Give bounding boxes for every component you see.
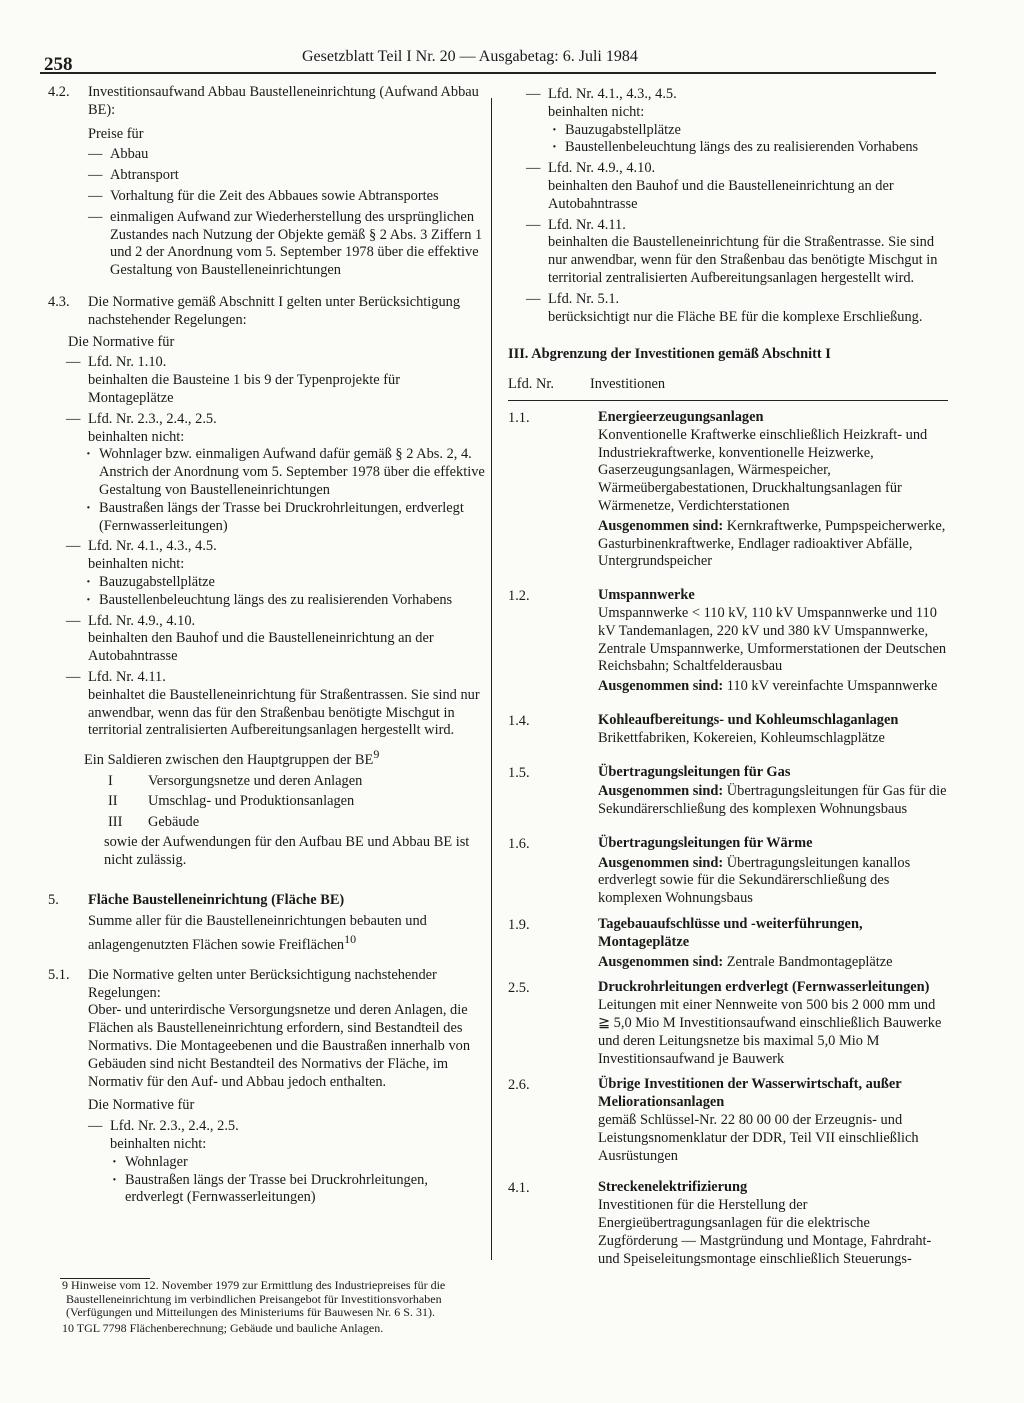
list-group <box>66 669 488 740</box>
row-title: Kohleaufbereitungs- und Kohleumschlaganlagen <box>598 711 899 728</box>
list-item: — Abtransport <box>88 167 488 185</box>
section-text <box>88 913 488 954</box>
lead-text: Die Normative für <box>88 1097 195 1114</box>
group-item <box>108 773 488 791</box>
section-title: Investitionsaufwand Abbau Baustelleneinrichtung (Aufwand Abbau BE): <box>88 84 479 118</box>
table-row <box>508 979 948 1068</box>
row-text: Konventionelle Kraftwerke einschließlich Heizkraft- und Industriekraftwerke, konventionelle Heizwerke, Gaserzeugungsanlagen, Wärmespeicher, Wärmeübergabestationen, Druckhaltungsanlagen für Wärmenetze, Verdichterstationen <box>598 426 928 514</box>
group-text: beinhalten den Bauhof und die Baustelleneinrichtung an der Autobahntrasse <box>88 630 434 665</box>
row-text: Investitionen für die Herstellung der Energieübertragungsanlagen für die elektrische Zugförderung — Mastgründung und Montage, Fahrdraht- und Speiseleitungsmontage einschließlich Steuerungs- <box>598 1197 932 1267</box>
excl-text: Zentrale Bandmontageplätze <box>726 953 893 970</box>
footnotes <box>62 1278 506 1335</box>
group-text: beinhalten die Baustelleneinrichtung für die Straßentrasse. Sie sind nur anwendbar, wenn für den Straßenbau das benötigte Mischgut in territorial zentralisierten Aufbereitungsanlagen hergestellt wird. <box>548 234 938 286</box>
page-title: Gesetzblatt Teil I Nr. 20 — Ausgabetag: 6. Juli 1984 <box>302 48 638 65</box>
section-4-2 <box>48 84 488 280</box>
footnote-10: 10 TGL 7798 Flächenberechnung; Gebäude und bauliche Anlagen. <box>62 1320 384 1335</box>
group-label: Versorgungsnetze und deren Anlagen <box>148 772 363 789</box>
row-exclusion <box>598 783 948 819</box>
footnote-9: 9 Hinweise vom 12. November 1979 zur Ermittlung des Industriepreises für die Baustelleneinrichtung im verbindlichen Preisangebot für Investitionsvorhaben (Verfügungen und Mitteilungen des Ministeriums für Bauwesen Nr. 6 S. 31). <box>62 1278 446 1320</box>
row-number: 4.1. <box>508 1180 530 1197</box>
excl-label: Ausgenommen sind: <box>598 678 724 695</box>
section-paragraph: Ober- und unterirdische Versorgungsnetze und deren Anlagen, die Flächen als Baustelleneinrichtung erfordern, sind Bestandteil des Normativs. Die Montageebenen und die Baustraßen innerhalb von Gebäuden sind nicht Bestandteil des Normativs der Fläche, im Normativ für den Auf- und Abbau jedoch enthalten. <box>88 1002 471 1090</box>
row-title: Umspannwerke <box>598 587 695 604</box>
group-head: — Lfd. Nr. 4.9., 4.10. <box>88 612 196 629</box>
section-number: 4.3. <box>48 293 70 310</box>
col-header-investitionen: Investitionen <box>589 376 666 393</box>
roman-numeral: III <box>108 814 123 831</box>
group-text: beinhalten den Bauhof und die Baustelleneinrichtung an der Autobahntrasse <box>548 177 894 212</box>
bullet-item: · Bauzugabstellplätze <box>550 122 948 140</box>
row-number: 1.2. <box>508 588 530 605</box>
list-item: — Vorhaltung für die Zeit des Abbaues sowie Abtransportes <box>88 188 488 206</box>
table-row <box>508 712 948 748</box>
section-number: 5.1. <box>48 966 70 983</box>
list-item: — einmaligen Aufwand zur Wiederherstellung des ursprünglichen Zustandes nach Nutzung der Objekte gemäß § 2 Abs. 3 Ziffern 1 und 2 der Anordnung vom 5. September 1978 über die effektive Gestaltung von Baustelleneinrichtungen <box>88 209 488 280</box>
table-row <box>508 409 948 571</box>
section-number: 4.2. <box>48 84 70 100</box>
row-title: Druckrohrleitungen erdverlegt (Fernwasserleitungen) <box>598 979 930 996</box>
section-5 <box>48 892 488 955</box>
column-divider <box>491 98 492 1260</box>
list-group <box>66 411 488 447</box>
page-number: 258 <box>44 54 73 75</box>
table-row <box>508 1076 948 1165</box>
roman-numeral: II <box>108 793 118 810</box>
row-title: Übertragungsleitungen für Wärme <box>598 834 813 851</box>
row-number: 1.9. <box>508 917 530 934</box>
row-text: Leitungen mit einer Nennweite von 500 bis 2 000 mm und ≧ 5,0 Mio M Investitionsaufwand einschließlich Bauwerke und deren Leitungsnetze bis maximal 5,0 Mio M Investitionsaufwand je Bauwerk <box>598 997 942 1067</box>
row-number: 1.1. <box>508 409 530 426</box>
bullet-item: · Wohnlager <box>110 1154 488 1172</box>
list-group <box>526 217 948 288</box>
list-group <box>88 1118 488 1154</box>
excl-text: Kernkraftwerke, Pumpspeicherwerke, Gasturbinenkraftwerke, Endlager radioaktiver Abfälle, Untergrundspeicher <box>598 517 946 570</box>
section-5-1 <box>48 967 488 1115</box>
excl-label: Ausgenommen sind: <box>598 517 724 534</box>
bullet-item: · Baustraßen längs der Trasse bei Druckrohrleitungen, erdverlegt (Fernwasserleitungen) <box>110 1172 488 1208</box>
group-head: — Lfd. Nr. 4.11. <box>548 216 626 233</box>
table-row <box>508 764 948 819</box>
excl-text: Übertragungsleitungen kanallos erdverlegt sowie für die Sekundärerschließung des komplexen Wohnungsbaus <box>598 854 911 907</box>
saldo-line: Ein Saldieren zwischen den Hauptgruppen der BE <box>84 751 374 768</box>
group-text: berücksichtigt nur die Fläche BE für die komplexe Erschließung. <box>548 308 923 325</box>
row-text: Brikettfabriken, Kokereien, Kohleumschlagplätze <box>598 729 885 746</box>
row-number: 2.5. <box>508 980 530 997</box>
row-text: Umspannwerke < 110 kV, 110 kV Umspannwerke und 110 kV Tandemanlagen, 220 kV und 380 kV Umspannwerke, Zentrale Umspannwerke, Umformerstationen der Deutschen Reichsbahn; Schaltfelderausbau <box>598 604 947 675</box>
bullet-item: · Bauzugabstellplätze <box>84 574 488 592</box>
row-exclusion <box>598 678 948 696</box>
col-header-lfd-nr: Lfd. Nr. <box>508 376 554 393</box>
row-title: Tagebauaufschlüsse und -weiterführungen, Montageplätze <box>598 916 863 950</box>
group-label: Umschlag- und Produktionsanlagen <box>148 793 355 810</box>
lead-text: Die Normative für <box>68 333 175 350</box>
lead-text: Preise für <box>88 125 144 142</box>
excl-label: Ausgenommen sind: <box>598 854 724 871</box>
bullet-item: · Wohnlager bzw. einmaligen Aufwand dafür gemäß § 2 Abs. 2, 4. Anstrich der Anordnung vom 5. September 1978 über die effektive Gestaltung von Baustelleneinrichtungen <box>84 446 488 499</box>
section-intro: Die Normative gemäß Abschnitt I gelten unter Berücksichtigung nachstehender Regelungen: <box>88 293 461 328</box>
closing-text: sowie der Aufwendungen für den Aufbau BE und Abbau BE ist nicht zulässig. <box>104 834 470 868</box>
list-group <box>66 613 488 666</box>
footnote-ref-9: 9 <box>373 747 380 762</box>
group-label: Gebäude <box>148 814 200 831</box>
bullet-item: · Baustraßen längs der Trasse bei Druckrohrleitungen, erdverlegt (Fernwasserleitungen) <box>84 500 488 536</box>
group-head: — Lfd. Nr. 1.10. <box>88 354 167 371</box>
group-head: — Lfd. Nr. 4.9., 4.10. <box>548 160 656 177</box>
excl-text: Übertragungsleitungen für Gas für die Sekundärerschließung des komplexen Wohnungsbaus <box>598 783 947 818</box>
saldo-text <box>84 746 488 770</box>
list-group <box>66 538 488 574</box>
bullet-item: · Baustellenbeleuchtung längs des zu realisierenden Vorhabens <box>84 592 488 610</box>
table-row <box>508 1179 948 1268</box>
page-header <box>40 40 936 74</box>
table-row <box>508 835 948 908</box>
group-head: — Lfd. Nr. 4.1., 4.3., 4.5. <box>88 538 217 555</box>
row-title: Übertragungsleitungen für Gas <box>598 763 791 780</box>
group-item <box>108 814 488 832</box>
group-sub: beinhalten nicht: <box>548 103 645 120</box>
group-item <box>108 793 488 811</box>
table-row <box>508 916 948 971</box>
excl-label: Ausgenommen sind: <box>598 953 724 970</box>
group-sub: beinhalten nicht: <box>110 1136 207 1153</box>
list-group <box>66 354 488 407</box>
list-group <box>526 160 948 213</box>
table-row <box>508 587 948 696</box>
row-exclusion <box>598 954 948 972</box>
group-sub: beinhalten nicht: <box>88 428 185 445</box>
bullet-item: · Baustellenbeleuchtung längs des zu realisierenden Vorhabens <box>550 139 948 157</box>
group-head: — Lfd. Nr. 4.1., 4.3., 4.5. <box>548 86 677 102</box>
row-text: gemäß Schlüssel-Nr. 22 80 00 00 der Erzeugnis- und Leistungsnomenklatur der DDR, Teil VII einschließlich Ausrüstungen <box>598 1112 919 1164</box>
excl-label: Ausgenommen sind: <box>598 783 724 800</box>
left-column <box>48 84 488 1207</box>
section-3-title: III. Abgrenzung der Investitionen gemäß Abschnitt I <box>508 346 831 363</box>
list-item: — Abbau <box>88 146 488 164</box>
section-4-3 <box>48 294 488 330</box>
row-title: Streckenelektrifizierung <box>598 1179 748 1196</box>
roman-numeral: I <box>108 772 113 789</box>
group-head: — Lfd. Nr. 5.1. <box>548 290 620 307</box>
row-number: 1.4. <box>508 712 530 729</box>
group-head: — Lfd. Nr. 2.3., 2.4., 2.5. <box>88 410 217 427</box>
footnote-ref-10: 10 <box>344 932 357 947</box>
group-text: beinhaltet die Baustelleneinrichtung für Straßentrassen. Sie sind nur anwendbar, wenn das für den Straßenbau benötigte Mischgut in territorial zentralisierten Aufbereitungsanlagen hergestellt wird. <box>88 686 480 739</box>
table-header <box>508 376 948 401</box>
section-body: Summe aller für die Baustelleneinrichtungen bebauten und anlagengenutzten Flächen sowie Freiflächen <box>88 913 427 954</box>
group-text: beinhalten die Bausteine 1 bis 9 der Typenprojekte für Montageplätze <box>88 372 401 406</box>
row-title: Übrige Investitionen der Wasserwirtschaft, außer Meliorationsanlagen <box>598 1076 902 1111</box>
list-group <box>526 86 948 122</box>
right-column <box>508 84 948 1268</box>
row-number: 1.5. <box>508 764 530 781</box>
list-group <box>526 291 948 327</box>
group-sub: beinhalten nicht: <box>88 556 185 573</box>
row-title: Energieerzeugungsanlagen <box>598 408 764 425</box>
group-head: — Lfd. Nr. 2.3., 2.4., 2.5. <box>110 1118 239 1135</box>
row-exclusion <box>598 855 948 908</box>
excl-text: 110 kV vereinfachte Umspannwerke <box>726 678 938 695</box>
row-number: 1.6. <box>508 835 530 852</box>
group-head: — Lfd. Nr. 4.11. <box>88 668 166 685</box>
row-number: 2.6. <box>508 1077 530 1094</box>
section-intro: Die Normative gelten unter Berücksichtigung nachstehender Regelungen: <box>88 966 437 1001</box>
section-number: 5. <box>48 891 59 908</box>
section-title: Fläche Baustelleneinrichtung (Fläche BE) <box>88 891 345 908</box>
row-exclusion <box>598 518 948 571</box>
